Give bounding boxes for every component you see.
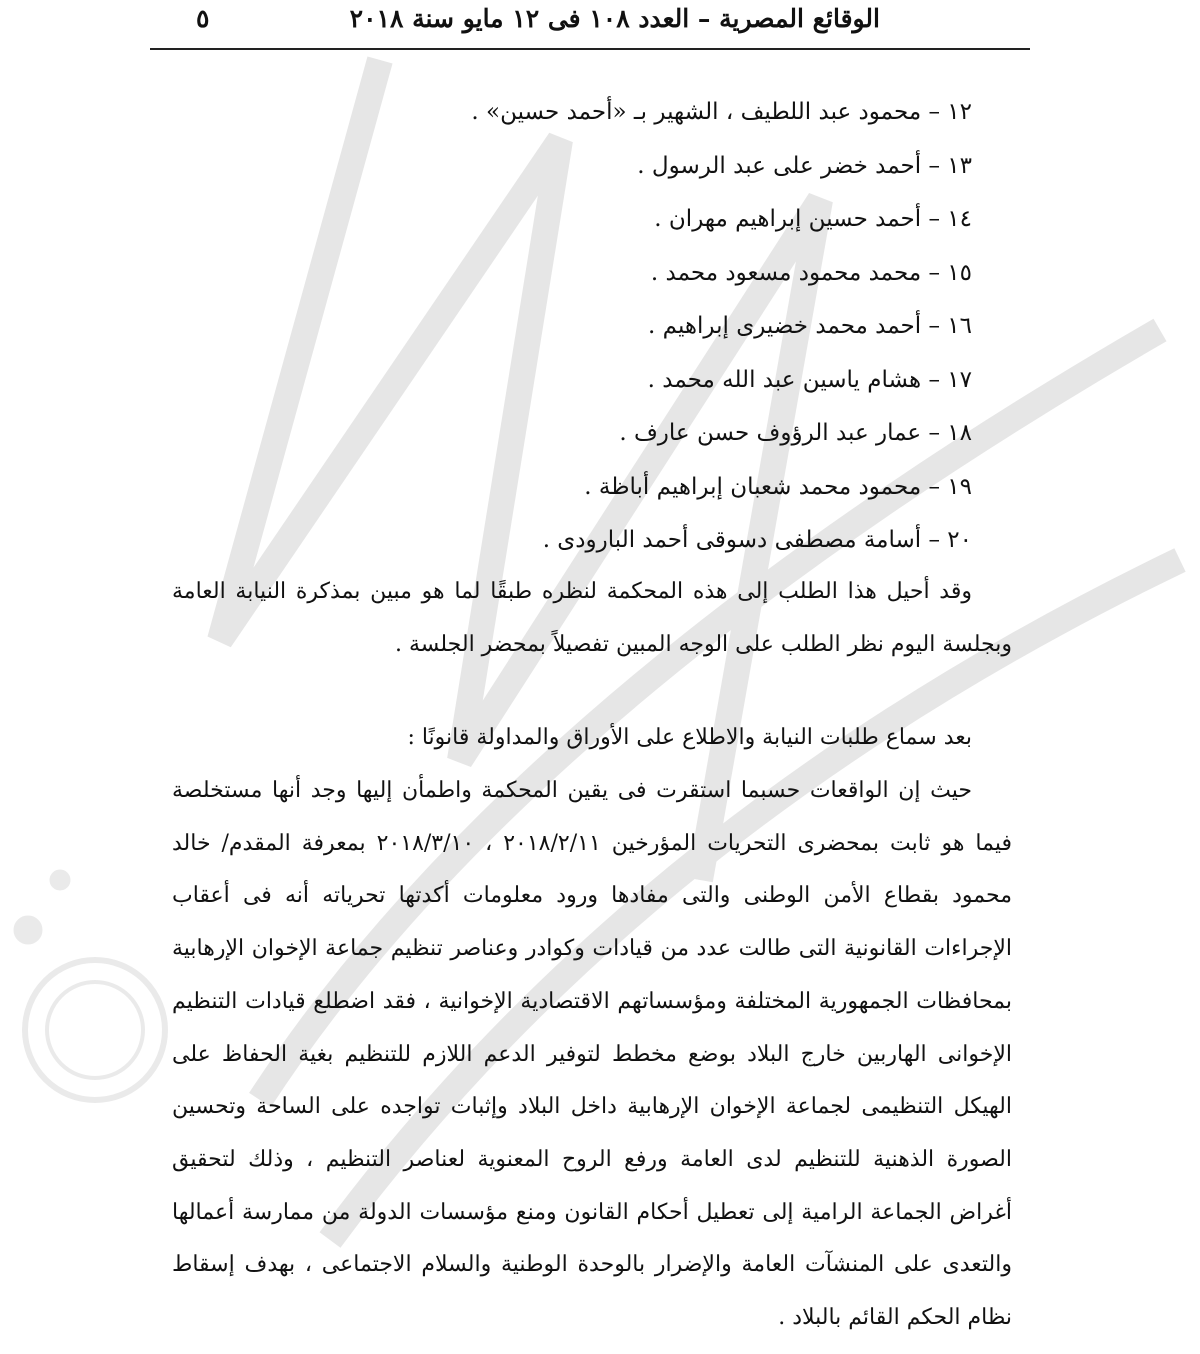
page-number: ٥ xyxy=(196,4,210,33)
list-item: ١٤ – أحمد حسين إبراهيم مهران . xyxy=(654,206,972,232)
names-list xyxy=(471,86,972,568)
document-page xyxy=(150,0,1030,1354)
list-item: ١٦ – أحمد محمد خضيرى إبراهيم . xyxy=(648,313,972,339)
list-item: ١٢ – محمود عبد اللطيف ، الشهير بـ «أحمد حسين» . xyxy=(471,99,972,125)
gazette-title: الوقائع المصرية – العدد ١٠٨ فى ١٢ مايو سنة ٢٠١٨ xyxy=(349,4,880,33)
list-item: ١٣ – أحمد خضر على عبد الرسول . xyxy=(637,152,972,179)
list-item: ١٥ – محمد محمود مسعود محمد . xyxy=(650,259,972,286)
page-header xyxy=(150,0,1030,50)
list-item: ١٨ – عمار عبد الرؤوف حسن عارف . xyxy=(619,420,972,446)
list-item: ٢٠ – أسامة مصطفى دسوقى أحمد البارودى . xyxy=(542,527,972,553)
facts-paragraph: حيث إن الواقعات حسبما استقرت فى يقين المحكمة واطمأن إليها وجد أنها مستخلصة فيما هو ثابت بمحضرى التحريات المؤرخين ٢٠١٨/٢/١١ ، ٢٠١٨/٣/١٠ بمعرفة المقدم/ خالد محمود بقطاع الأمن الوطنى والتى مفادها ورود معلومات أكدتها تحرياته أنه فى أعقاب الإجراءات القانونية التى طالت عدد من قيادات وكوادر وعناصر تنظيم جماعة الإخوان الإرهابية بمحافظات الجمهورية المختلفة ومؤسساتهم الاقتصادية الإخوانية ، فقد اضطلع قيادات التنظيم الإخوانى الهاربين خارج البلاد بوضع مخطط لتوفير الدعم اللازم للتنظيم بغية الحفاظ على الهيكل التنظيمى لجماعة الإخوان الإرهابية داخل البلاد وإثبات تواجده على الساحة وتحسين الصورة الذهنية للتنظيم لدى العامة ورفع الروح المعنوية لعناصر التنظيم ، وذلك لتحقيق أغراض الجماعة الرامية إلى تعطيل أحكام القانون ومنع مؤسسات الدولة من ممارسة أعمالها والتعدى على المنشآت العامة والإضرار بالوحدة الوطنية والسلام الاجتماعى ، بهدف إسقاط نظام الحكم القائم بالبلاد . xyxy=(172,778,1013,1331)
list-item: ١٩ – محمود محمد شعبان إبراهيم أباظة . xyxy=(584,473,972,500)
referral-paragraph: وقد أحيل هذا الطلب إلى هذه المحكمة لنظره طبقًا لما هو مبين بمذكرة النيابة العامة وبجلسة اليوم نظر الطلب على الوجه المبين تفصيلاً بمحضر الجلسة . xyxy=(172,579,1012,657)
deliberation-intro: بعد سماع طلبات النيابة والاطلاع على الأوراق والمداولة قانونًا : xyxy=(407,725,972,750)
list-item: ١٧ – هشام ياسين عبد الله محمد . xyxy=(647,366,972,393)
